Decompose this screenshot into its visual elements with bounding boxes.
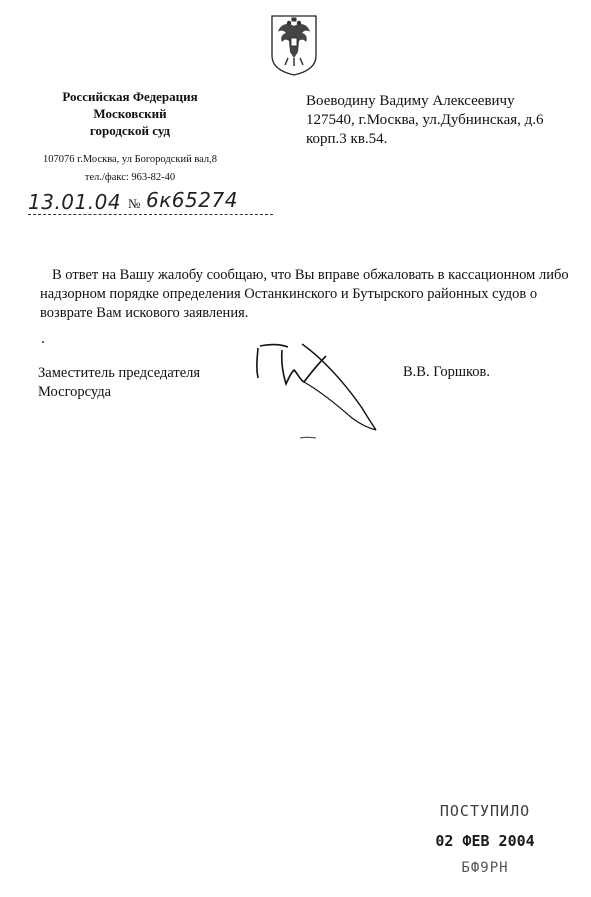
reference-underline (28, 214, 273, 215)
stamp-received-label: ПОСТУПИЛО (439, 802, 531, 820)
court-address: 107076 г.Москва, ул Богородский вал,8 (42, 154, 218, 165)
handwritten-signature (252, 338, 392, 448)
court-name-line1: Российская Федерация (62, 89, 198, 104)
recipient-name: Воеводину Вадиму Алексеевичу (306, 93, 515, 109)
letter-body: В ответ на Вашу жалобу сообщаю, что Вы вправе обжаловать в кассационном либо надзорном порядке определения Останкинского и Бутырского районных судов о возврате Вам искового заявления. (40, 267, 569, 321)
received-stamp (420, 802, 550, 876)
scan-speck (42, 341, 44, 343)
reference-date: 13.01.04 (28, 190, 122, 214)
court-name-line2: Московский (93, 106, 167, 121)
court-name-line3: городской суд (89, 123, 171, 138)
sender-block (30, 88, 230, 187)
stamp-date: 02 ФЕВ 2004 (435, 832, 535, 850)
number-sign: № (128, 196, 141, 211)
court-phone: тел./факс: 963-82-40 (84, 172, 176, 183)
recipient-block (306, 92, 586, 149)
recipient-address: 127540, г.Москва, ул.Дубнинская, д.6 корп.3 кв.54. (306, 112, 544, 147)
coat-of-arms-icon (268, 12, 320, 78)
reference-number: 6к65274 (146, 188, 238, 212)
reference-line (28, 190, 278, 220)
signer-name: В.В. Горшков. (403, 364, 491, 380)
stamp-code: БФ9РН (461, 860, 509, 876)
signer-title: Заместитель председателя Мосгорсуда (38, 365, 201, 400)
